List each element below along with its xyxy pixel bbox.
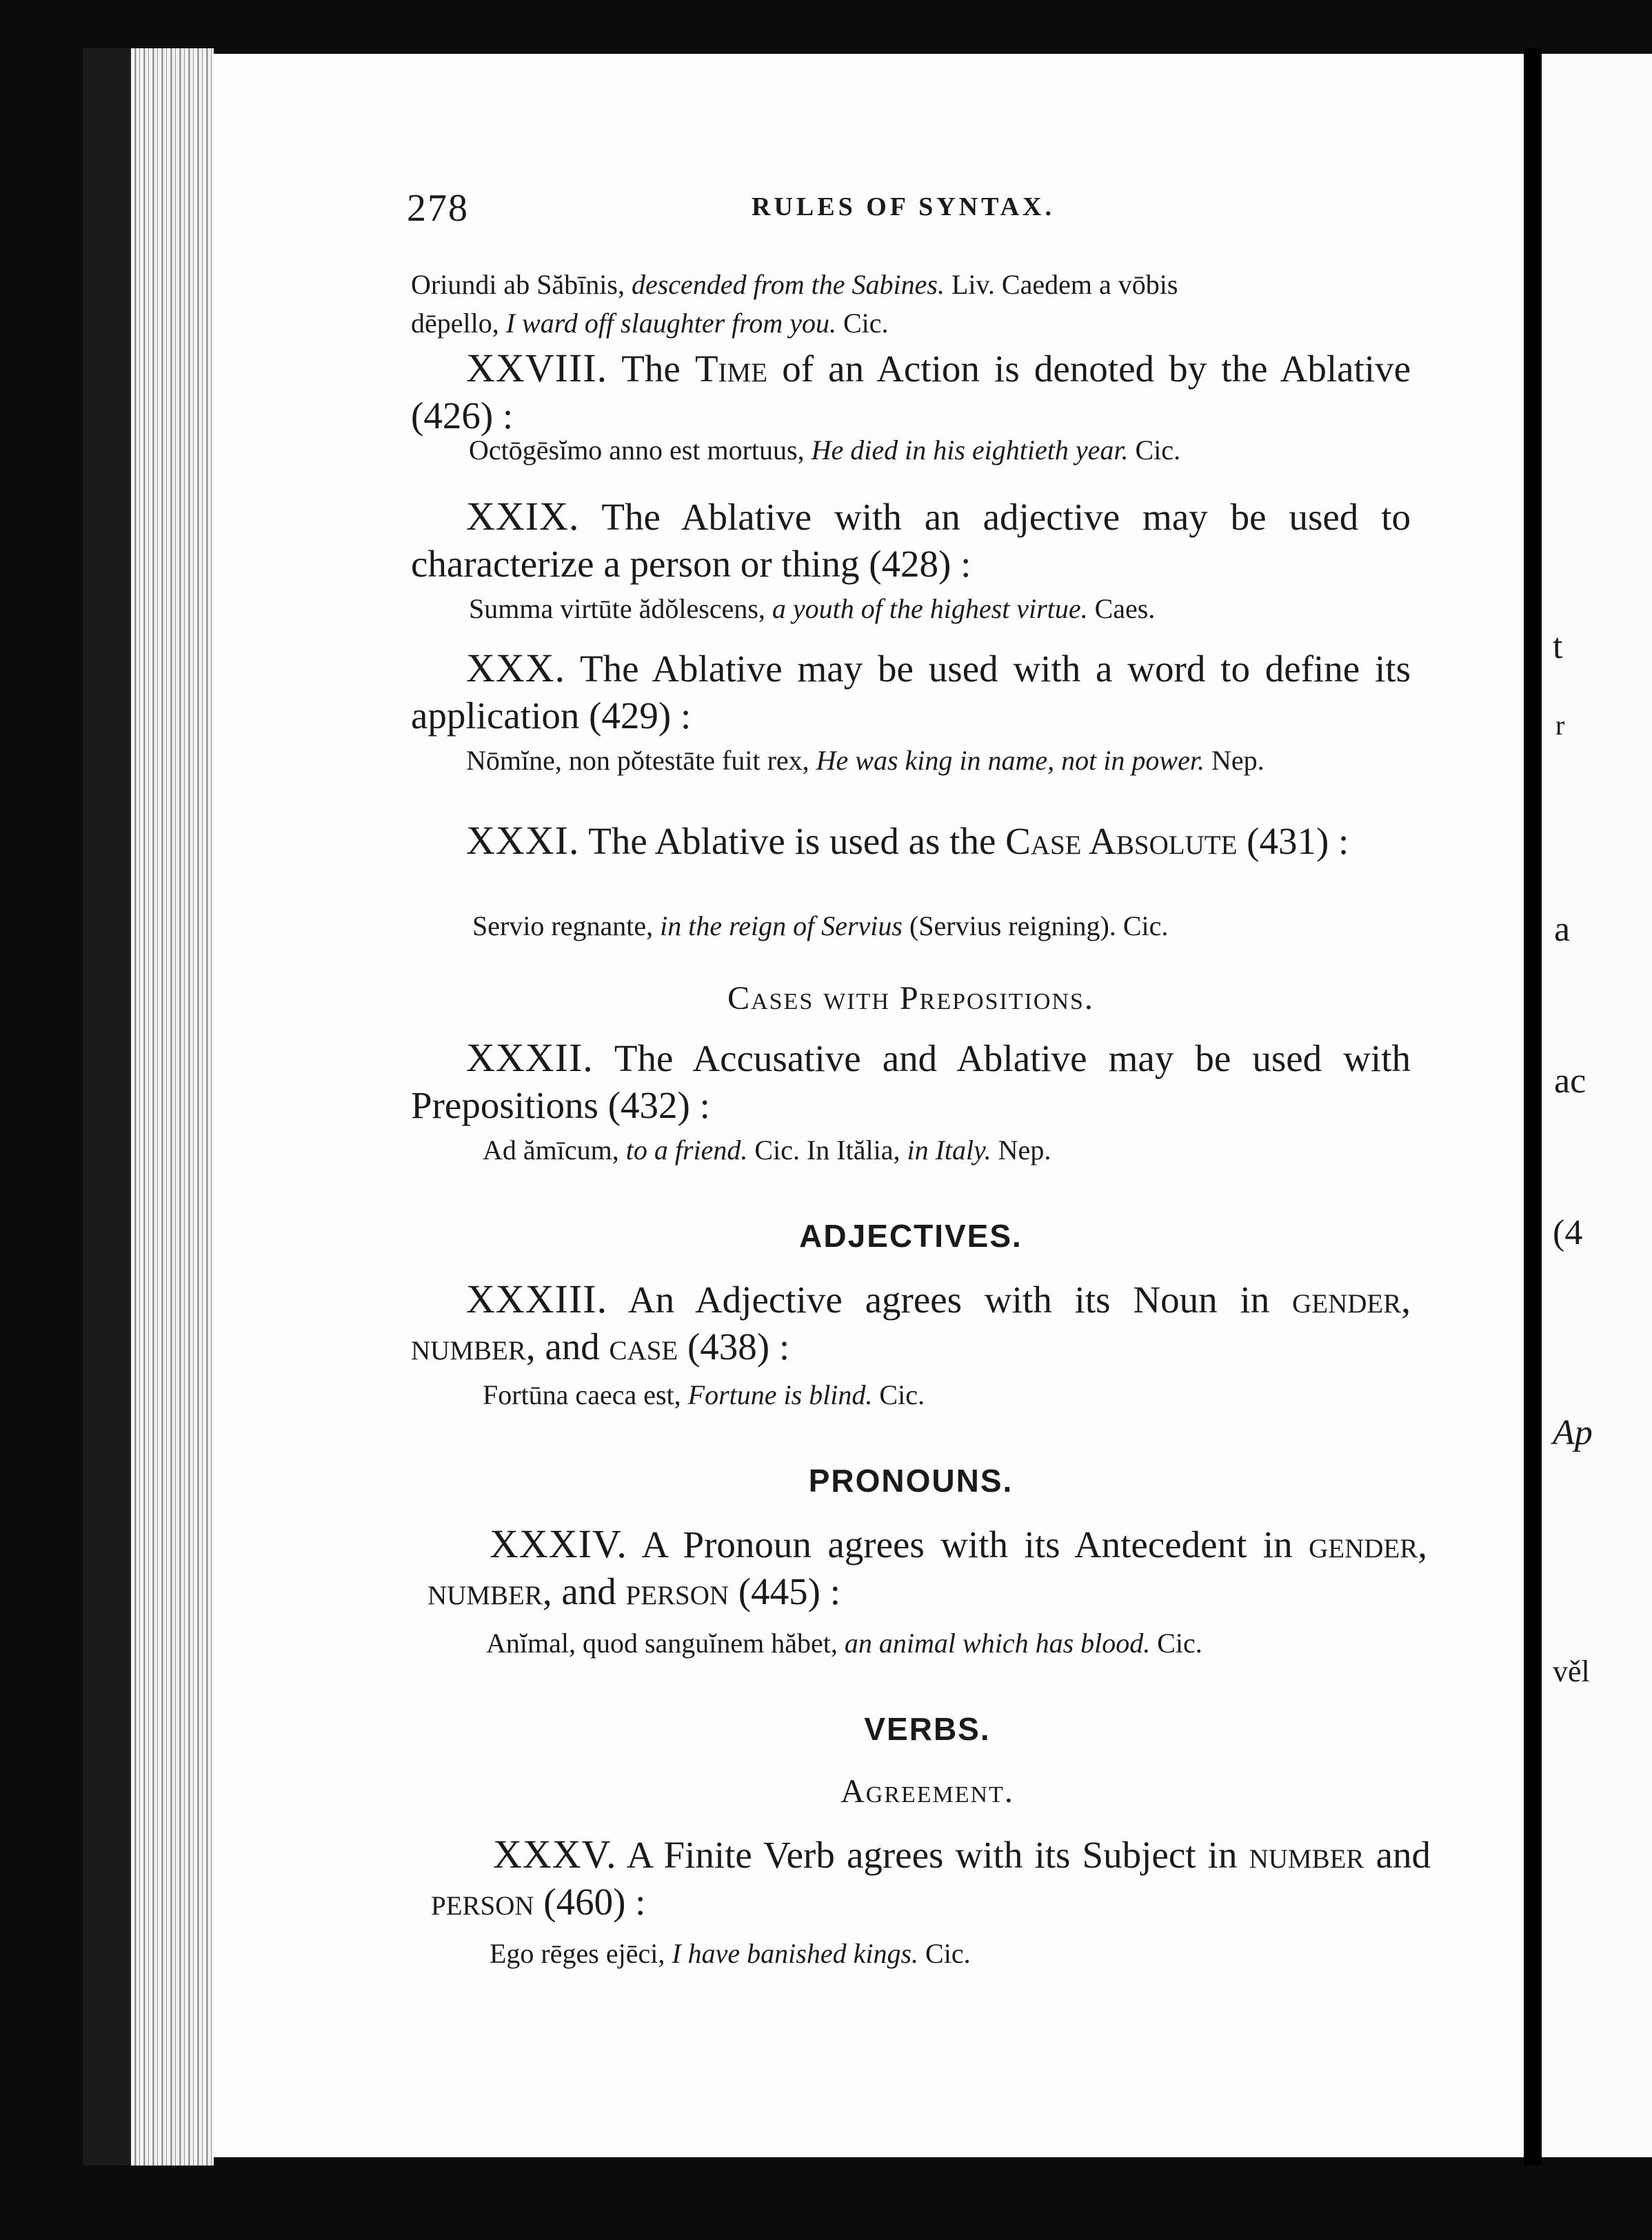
source-citation: Nep.	[1204, 745, 1265, 776]
rule-number: XXXV.	[493, 1832, 617, 1877]
source-citation: (Servius reigning). Cic.	[902, 910, 1169, 941]
rule-keyword: Time	[694, 348, 768, 390]
latin-text: Fortūna caeca est,	[483, 1379, 688, 1410]
english-translation: to a friend.	[625, 1134, 748, 1166]
latin-text: Nōmĭne, non pŏtestāte fuit rex,	[466, 745, 816, 776]
latin-text: Servio regnante,	[472, 910, 661, 941]
rule-text: The	[607, 348, 695, 390]
example-xxxii	[483, 1131, 1482, 1170]
english-translation: in the reign of Servius	[660, 910, 903, 941]
rule-text: ,	[1418, 1523, 1427, 1566]
example-xxxi	[472, 907, 1472, 946]
rule-xxxii	[411, 1034, 1411, 1129]
rule-number: XXXII.	[466, 1035, 594, 1080]
source-citation: Cic.	[836, 308, 889, 339]
english-translation: in Italy.	[907, 1134, 991, 1166]
rule-keyword: number	[411, 1326, 526, 1368]
rule-xxviii	[411, 345, 1411, 439]
rule-text: A Finite Verb agrees with its Subject in	[616, 1834, 1249, 1876]
latin-text: Summa virtūte ădŏlescens,	[469, 593, 772, 624]
page-number: 278	[407, 187, 469, 230]
heading-adjectives: ADJECTIVES.	[799, 1218, 1023, 1254]
rule-keyword: case	[609, 1326, 678, 1368]
latin-text: Ego rēges ejēci,	[490, 1938, 672, 1969]
example-xxx	[411, 741, 1411, 780]
rule-text: An Adjective agrees with its Noun in	[607, 1279, 1293, 1321]
rule-text: and	[1364, 1834, 1431, 1876]
source-citation: Cic.	[1150, 1628, 1202, 1659]
source-citation: Nep.	[991, 1134, 1051, 1166]
rule-text: (445) :	[729, 1570, 840, 1612]
rule-keyword: number	[1249, 1834, 1364, 1876]
example-xxix	[469, 590, 1469, 628]
english-translation: an animal which has blood.	[844, 1628, 1151, 1659]
rule-keyword: gender	[1309, 1523, 1418, 1566]
latin-text: Oriundi ab Săbīnis,	[411, 269, 632, 300]
rule-text: of an Action is denoted by the Ablative (426) :	[411, 348, 1411, 437]
source-citation: Cic.	[918, 1938, 971, 1969]
book-gutter	[1524, 48, 1542, 2166]
running-header	[407, 186, 1407, 241]
rule-text: (431) :	[1237, 820, 1349, 862]
latin-text: Anĭmal, quod sanguĭnem hăbet,	[486, 1628, 845, 1659]
example-continuation	[411, 266, 1411, 343]
rule-text: The Accusative and Ablative may be used with Prepositions (432) :	[411, 1037, 1411, 1126]
facing-text-fragment: Ap	[1553, 1413, 1593, 1452]
latin-text: dēpello,	[411, 308, 506, 339]
rule-xxxi	[411, 817, 1411, 865]
english-translation: descended from the Sabines.	[631, 269, 945, 300]
source-citation: Cic.	[1128, 434, 1181, 466]
rule-keyword: number	[427, 1570, 543, 1612]
rule-text: A Pronoun agrees with its Antecedent in	[627, 1523, 1309, 1566]
latin-text: Octōgēsĭmo anno est mortuus,	[469, 434, 812, 466]
rule-text: The Ablative with an adjective may be used to characterize a person or thing (428) :	[411, 496, 1411, 585]
facing-page-fragment	[1542, 54, 1652, 2157]
rule-xxxv	[431, 1831, 1431, 1926]
running-head-title: RULES OF SYNTAX.	[752, 192, 1055, 221]
rule-text: (460) :	[534, 1881, 646, 1923]
rule-number: XXIX.	[466, 494, 580, 539]
example-xxviii	[469, 431, 1469, 470]
rule-text: (438) :	[678, 1326, 790, 1368]
page-edges	[131, 48, 214, 2166]
rule-keyword: gender	[1292, 1279, 1402, 1321]
subheading-agreement: Agreement.	[840, 1773, 1014, 1810]
latin-text: Liv. Caedem a vōbis	[944, 269, 1178, 300]
english-translation: I ward off slaughter from you.	[505, 308, 836, 339]
heading-pronouns: PRONOUNS.	[808, 1463, 1014, 1499]
english-translation: He died in his eightieth year.	[811, 434, 1129, 466]
facing-text-fragment: r	[1555, 710, 1565, 741]
rule-text: The Ablative is used as the	[579, 820, 1006, 862]
rule-text: ,	[1401, 1279, 1411, 1321]
rule-text: , and	[542, 1570, 626, 1612]
subheading-cases-with-prepositions: Cases with Prepositions.	[727, 980, 1094, 1017]
english-translation: a youth of the highest virtue.	[772, 593, 1088, 624]
english-translation: Fortune is blind.	[687, 1379, 873, 1410]
facing-text-fragment: t	[1553, 627, 1563, 666]
example-xxxv	[490, 1934, 1489, 1973]
source-citation: Cic.	[872, 1379, 925, 1410]
rule-number: XXXI.	[466, 818, 580, 863]
latin-text: Ad ămīcum,	[483, 1134, 626, 1166]
source-citation: Caes.	[1087, 593, 1156, 624]
rule-xxx	[411, 645, 1411, 739]
example-xxxiv	[486, 1624, 1486, 1663]
rule-xxxiv	[427, 1521, 1427, 1615]
rule-keyword: Case Absolute	[1005, 820, 1238, 862]
facing-text-fragment: (4	[1553, 1213, 1583, 1252]
rule-keyword: person	[431, 1881, 534, 1923]
rule-xxix	[411, 493, 1411, 588]
facing-text-fragment: věl	[1553, 1654, 1590, 1688]
heading-verbs: VERBS.	[864, 1711, 991, 1747]
english-translation: He was king in name, not in power.	[816, 745, 1205, 776]
rule-xxxiii	[411, 1276, 1411, 1370]
book-binding	[83, 48, 131, 2166]
example-xxxiii	[483, 1376, 1482, 1414]
rule-number: XXXIV.	[490, 1521, 627, 1566]
rule-number: XXX.	[466, 646, 566, 690]
facing-text-fragment: ac	[1554, 1061, 1586, 1101]
rule-number: XXVIII.	[466, 346, 608, 390]
facing-text-fragment: a	[1554, 910, 1571, 949]
rule-text: The Ablative may be used with a word to define its application (429) :	[411, 648, 1411, 737]
rule-keyword: person	[625, 1570, 729, 1612]
rule-text: , and	[525, 1326, 610, 1368]
rule-number: XXXIII.	[466, 1277, 608, 1321]
english-translation: I have banished kings.	[672, 1938, 919, 1969]
latin-text: Cic. In Itălia,	[747, 1134, 907, 1166]
